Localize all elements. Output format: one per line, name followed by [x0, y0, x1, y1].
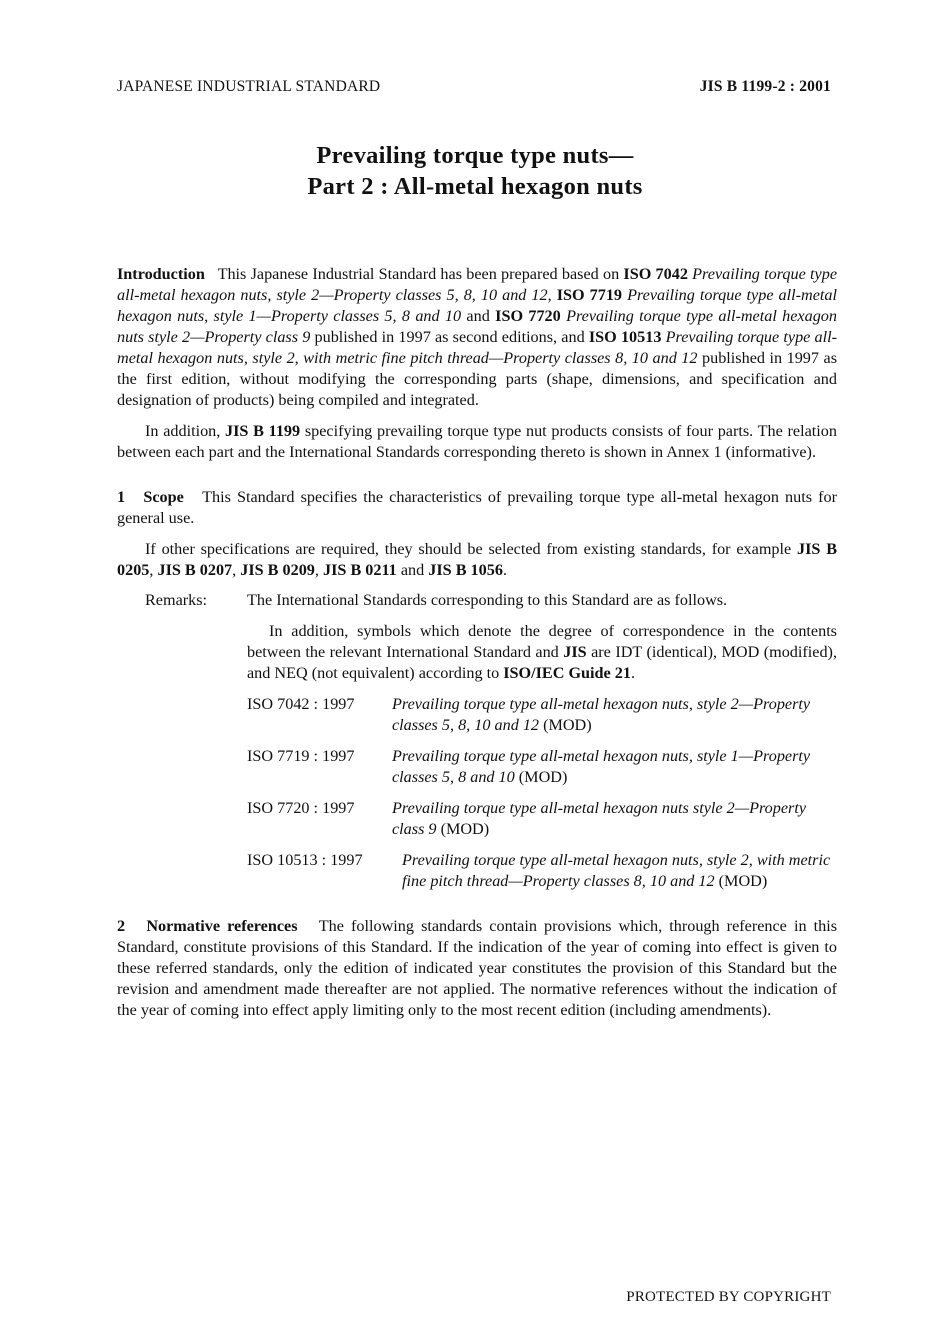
iso-description: Prevailing torque type all-metal hexagon nuts style 2—Property class 9 (MOD)	[392, 799, 807, 838]
scope-paragraph: 1 Scope This Standard specifies the characteristics of prevailing torque type all-metal hexagon nuts for general use.	[117, 488, 837, 527]
ref-jis-b-0209: JIS B 0209	[240, 561, 315, 579]
iso-description: Prevailing torque type all-metal hexagon nuts, style 2, with metric fine pitch thread—Property classes 8, 10 and 12 (MOD)	[402, 851, 831, 890]
list-item	[247, 850, 837, 892]
iso-standard-list	[247, 694, 837, 892]
scope-heading: Scope	[143, 488, 184, 506]
remarks-paragraph-1: The International Standards corresponding to this Standard are as follows.	[247, 591, 728, 609]
ref-jis-b-1199: JIS B 1199	[225, 422, 301, 440]
copyright-footer: PROTECTED BY COPYRIGHT	[626, 1289, 831, 1305]
list-item	[247, 798, 837, 840]
introduction-heading: Introduction	[117, 265, 205, 283]
ref-iso-iec-guide-21: ISO/IEC Guide 21	[503, 664, 631, 682]
remarks-body	[247, 590, 837, 902]
document-body	[117, 264, 837, 1021]
ref-iso-7042: ISO 7042	[623, 265, 688, 283]
ref-jis-b-0207: JIS B 0207	[157, 561, 233, 579]
iso-description: Prevailing torque type all-metal hexagon nuts, style 2—Property classes 5, 8, 10 and 12 (MOD)	[392, 695, 811, 734]
iso-code: ISO 7042 : 1997	[247, 695, 355, 713]
remarks-label: Remarks:	[145, 591, 208, 609]
ref-iso-7720: ISO 7720	[495, 307, 561, 325]
ref-jis-b-0205: JIS B 0205	[117, 540, 837, 579]
list-item	[247, 746, 837, 788]
normative-references-paragraph: 2 Normative references The following standards contain provisions which, through reference in this Standard, constitute provisions of this Standard. If the indication of the year of coming into effect is given to these referred standards, only the edition of indicated year constitutes the provision of this Standard but the revision and amendment made thereafter are not applied. The normative references without the indication of the year of coming into effect apply limiting only to the most recent edition (including amendments).	[117, 917, 838, 1019]
document-title	[0, 140, 950, 202]
ref-jis-b-0211: JIS B 0211	[323, 561, 397, 579]
normative-heading: Normative references	[146, 917, 298, 935]
header-standard-number: JIS B 1199-2 : 2001	[699, 78, 831, 95]
introduction-paragraph: Introduction This Japanese Industrial Standard has been prepared based on ISO 7042 Prevailing torque type all-metal hexagon nuts, style 2—Property classes 5, 8, 10 and 12, ISO 7719 Prevailing torque type all-metal hexagon nuts, style 1—Property classes 5, 8 and 10 and ISO 7720 Prevailing torque type all-metal hexagon nuts style 2—Property class 9 published in 1997 as second editions, and ISO 10513 Prevailing torque type all-metal hexagon nuts, style 2, with metric fine pitch thread—Property classes 8, 10 and 12 published in 1997 as the first edition, without modifying the corresponding parts (shape, dimensions, and specification and designation of products) being compiled and integrated.	[117, 265, 838, 409]
iso-code: ISO 7720 : 1997	[247, 799, 355, 817]
ref-iso-10513: ISO 10513	[588, 328, 662, 346]
title-line-1: Prevailing torque type nuts—	[316, 142, 634, 169]
iso-code: ISO 10513 : 1997	[247, 851, 363, 869]
introduction-paragraph-2: In addition, JIS B 1199 specifying prevailing torque type nut products consists of four parts. The relation between each part and the International Standards corresponding thereto is shown in Annex 1 (informative).	[117, 422, 837, 461]
ref-jis-b-1056: JIS B 1056	[428, 561, 503, 579]
list-item	[247, 694, 837, 736]
iso-description: Prevailing torque type all-metal hexagon nuts, style 1—Property classes 5, 8 and 10 (MOD)	[392, 747, 811, 786]
ref-jis: JIS	[563, 643, 587, 661]
header-standard-name: JAPANESE INDUSTRIAL STANDARD	[117, 78, 381, 95]
iso-code: ISO 7719 : 1997	[247, 747, 355, 765]
scope-paragraph-2: If other specifications are required, they should be selected from existing standards, for example JIS B 0205, JIS B 0207, JIS B 0209, JIS B 0211 and JIS B 1056.	[117, 540, 837, 579]
ref-iso-7719: ISO 7719	[556, 286, 623, 304]
scope-number: 1	[117, 488, 126, 506]
remarks-block	[145, 590, 837, 902]
normative-number: 2	[117, 917, 126, 935]
remarks-paragraph-2: In addition, symbols which denote the degree of correspondence in the contents between the relevant International Standard and JIS are IDT (identical), MOD (modified), and NEQ (not equivalent) according to ISO/IEC Guide 21.	[247, 622, 837, 682]
title-line-2: Part 2 : All-metal hexagon nuts	[307, 173, 643, 200]
